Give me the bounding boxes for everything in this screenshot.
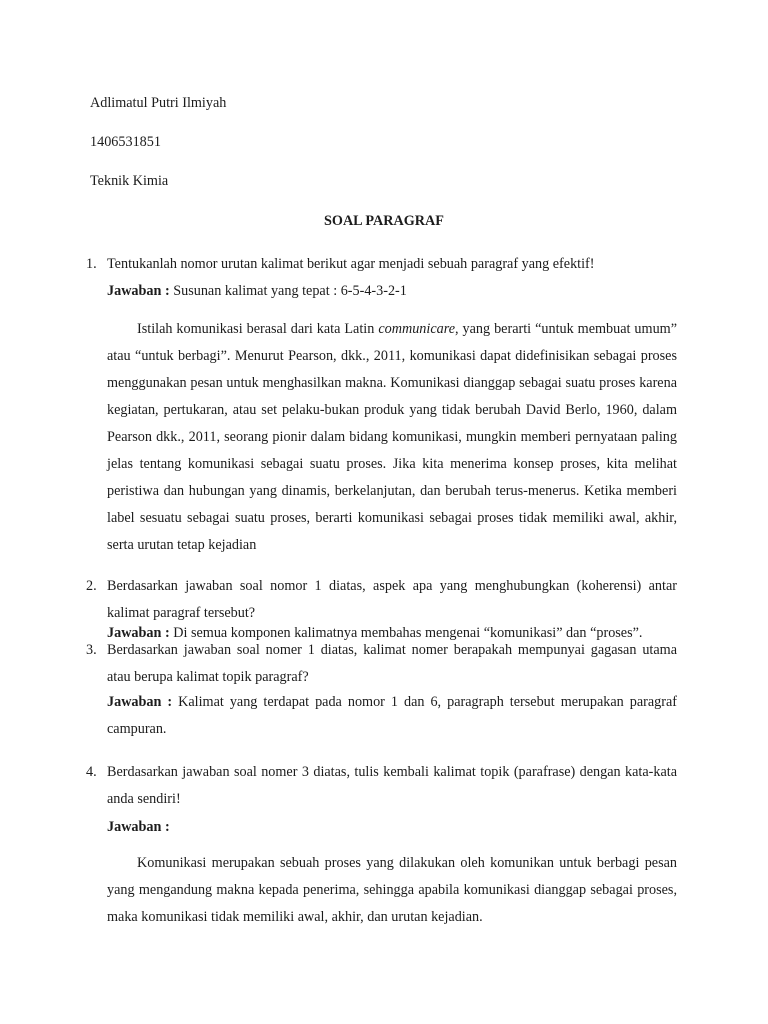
question-text: Tentukanlah nomor urutan kalimat berikut agar menjadi sebuah paragraf yang efektif! xyxy=(107,256,595,272)
question-text: Berdasarkan jawaban soal nomer 3 diatas, tulis kembali kalimat topik (parafrase) dengan kata-kata anda sendiri! xyxy=(107,764,677,807)
question-number: 3. xyxy=(86,642,97,658)
student-name: Adlimatul Putri Ilmiyah xyxy=(90,95,227,111)
paragraph-text: , yang berarti “untuk membuat umum” atau “untuk berbagi”. Menurut Pearson, dkk., 2011, komunikasi dapat didefinisikan sebagai proses menggunakan pesan untuk menghasilkan makna. Komunikasi dianggap sebagai suatu proses karena kegiatan, pertukaran, atau set pelaku-bukan produk yang tidak berubah David Berlo, 1960, dalam Pearson dkk., 2011, seorang pionir dalam bidang komunikasi, mungkin memberi pernyataan paling jelas tentang komunikasi sebagai suatu proses. Jika kita menerima konsep proses, kita melihat peristiwa dan hubungan yang dinamis, berkelanjutan, dan berubah terus-menerus. Ketika memberi label sesuatu sebagai suatu proses, berarti komunikasi sebagai proses tidak memiliki awal, akhir, serta urutan tetap kejadian xyxy=(107,321,677,553)
answer-paragraph xyxy=(107,316,677,559)
question-number: 2. xyxy=(86,578,97,594)
question-number: 4. xyxy=(86,764,97,780)
question-text: Berdasarkan jawaban soal nomer 1 diatas, kalimat nomer berapakah mempunyai gagasan utama atau berupa kalimat topik paragraf? xyxy=(107,642,677,685)
answer-line xyxy=(107,818,170,836)
page-title: SOAL PARAGRAF xyxy=(324,213,444,229)
answer-line xyxy=(107,689,677,743)
student-id: 1406531851 xyxy=(90,134,161,150)
question-number: 1. xyxy=(86,256,97,272)
answer-label: Jawaban : xyxy=(107,625,170,641)
paragraph-text: Istilah komunikasi berasal dari kata Latin xyxy=(137,321,379,337)
student-major: Teknik Kimia xyxy=(90,173,169,189)
answer-paragraph: Komunikasi merupakan sebuah proses yang dilakukan oleh komunikan untuk berbagi pesan yang mengandung makna kepada penerima, sehingga apabila komunikasi dianggap sebagai proses, maka komunikasi tidak memiliki awal, akhir, dan urutan kejadian. xyxy=(107,855,677,925)
answer-line xyxy=(107,282,407,300)
question-text: Berdasarkan jawaban soal nomor 1 diatas, aspek apa yang menghubungkan (koherensi) antar kalimat paragraf tersebut? xyxy=(107,578,677,621)
answer-label: Jawaban : xyxy=(107,694,173,710)
answer-text: Kalimat yang terdapat pada nomor 1 dan 6, paragraph tersebut merupakan paragraf campuran. xyxy=(107,694,677,737)
answer-label: Jawaban : xyxy=(107,819,170,835)
answer-text: Di semua komponen kalimatnya membahas mengenai “komunikasi” dan “proses”. xyxy=(173,625,643,641)
answer-text: Susunan kalimat yang tepat : 6-5-4-3-2-1 xyxy=(173,283,407,299)
latin-term: communicare xyxy=(378,321,456,337)
answer-label: Jawaban : xyxy=(107,283,170,299)
